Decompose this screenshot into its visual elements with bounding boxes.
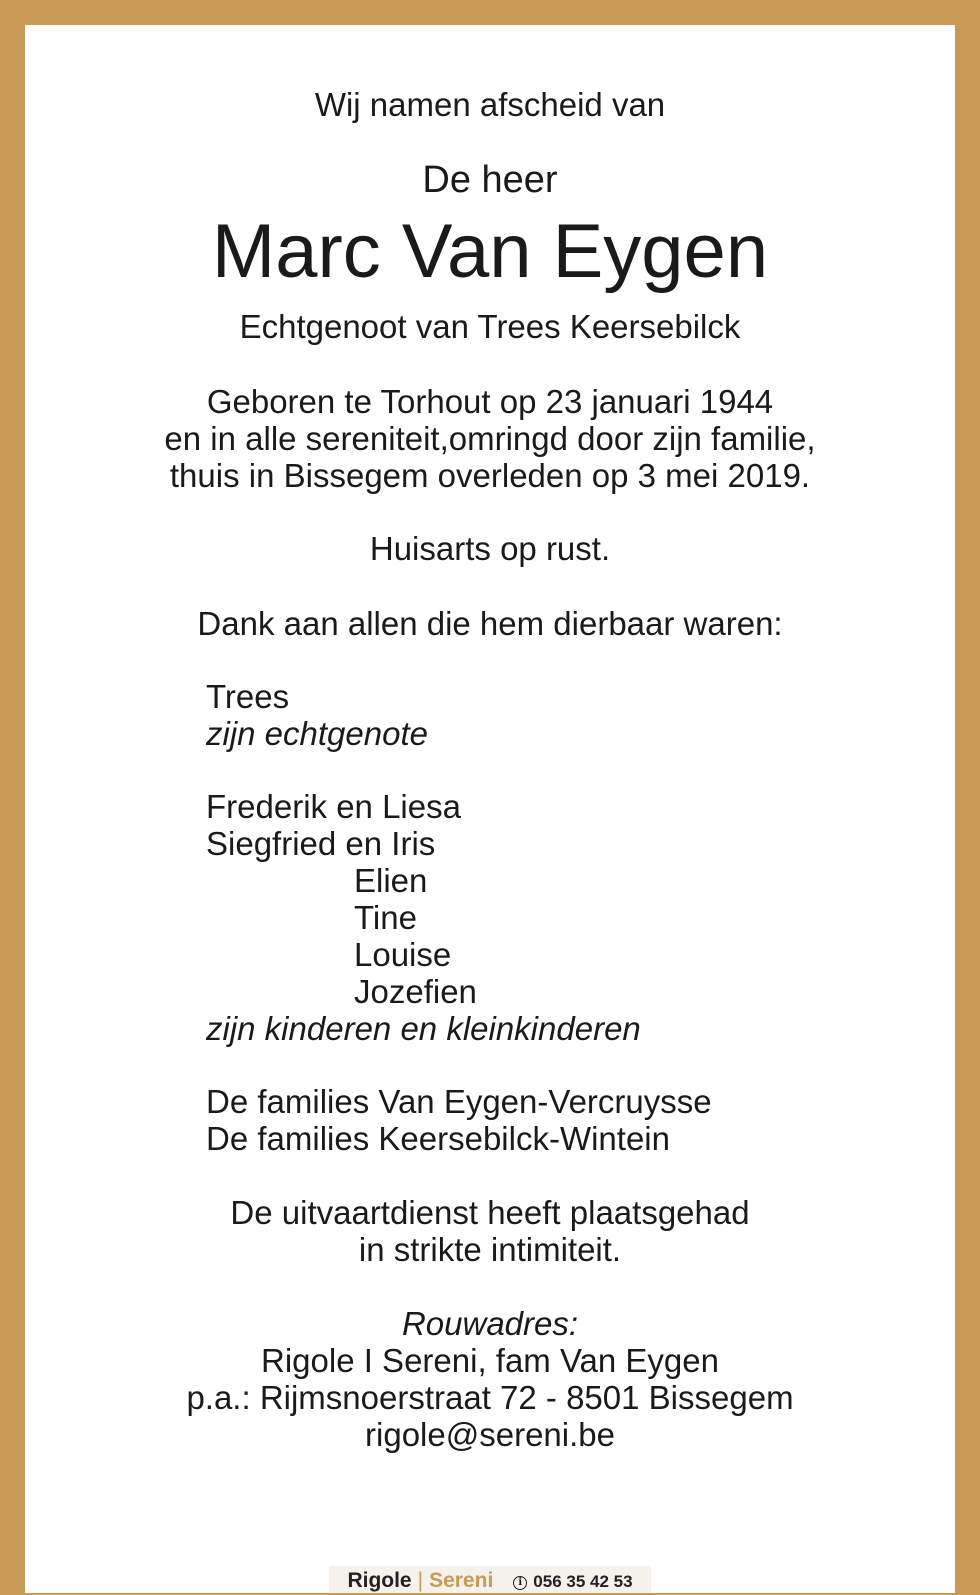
info-icon: i: [513, 1576, 527, 1590]
spouse-role: zijn echtgenote: [206, 715, 428, 752]
profession: Huisarts op rust.: [369, 530, 611, 567]
spouse-line: Echtgenoot van Trees Keersebilck: [239, 308, 741, 345]
address-line-1: Rigole I Sereni, fam Van Eygen: [261, 1342, 719, 1379]
footer-inner: [329, 1566, 650, 1593]
birth-line-2: en in alle sereniteit,omringd door zijn familie,: [164, 420, 816, 457]
brand-separator: |: [417, 1569, 424, 1592]
grandchild-2: Tine: [354, 899, 417, 936]
birth-line-1: Geboren te Torhout op 23 januari 1944: [206, 383, 774, 420]
brand-rigole: Rigole: [347, 1569, 412, 1592]
footer-bar: [25, 1566, 955, 1593]
child-2: Siegfried en Iris: [206, 825, 436, 862]
thanks-line: Dank aan allen die hem dierbaar waren:: [197, 605, 783, 642]
birth-line-3: thuis in Bissegem overleden op 3 mei 2019.: [169, 457, 811, 494]
service-line-2: in strikte intimiteit.: [358, 1231, 622, 1268]
families-2: De families Keersebilck-Wintein: [206, 1120, 670, 1157]
service-line-1: De uitvaartdienst heeft plaatsgehad: [230, 1194, 750, 1231]
children-role: zijn kinderen en kleinkinderen: [206, 1010, 641, 1047]
grandchild-4: Jozefien: [354, 973, 477, 1010]
address-email: rigole@sereni.be: [365, 1416, 615, 1453]
brand-sereni: Sereni: [429, 1569, 494, 1592]
salutation: De heer: [422, 159, 558, 201]
deceased-name: Marc Van Eygen: [211, 209, 769, 294]
obituary-card: [25, 25, 955, 1593]
grandchild-1: Elien: [354, 862, 428, 899]
address-line-2: p.a.: Rijmsnoerstraat 72 - 8501 Bissegem: [186, 1379, 794, 1416]
spouse-name: Trees: [206, 678, 290, 715]
child-1: Frederik en Liesa: [206, 788, 461, 825]
phone-number: 056 35 42 53: [533, 1572, 633, 1591]
intro-text: Wij namen afscheid van: [314, 86, 666, 123]
address-label: Rouwadres:: [401, 1305, 579, 1342]
families-1: De families Van Eygen-Vercruysse: [206, 1083, 712, 1120]
grandchild-3: Louise: [354, 936, 452, 973]
